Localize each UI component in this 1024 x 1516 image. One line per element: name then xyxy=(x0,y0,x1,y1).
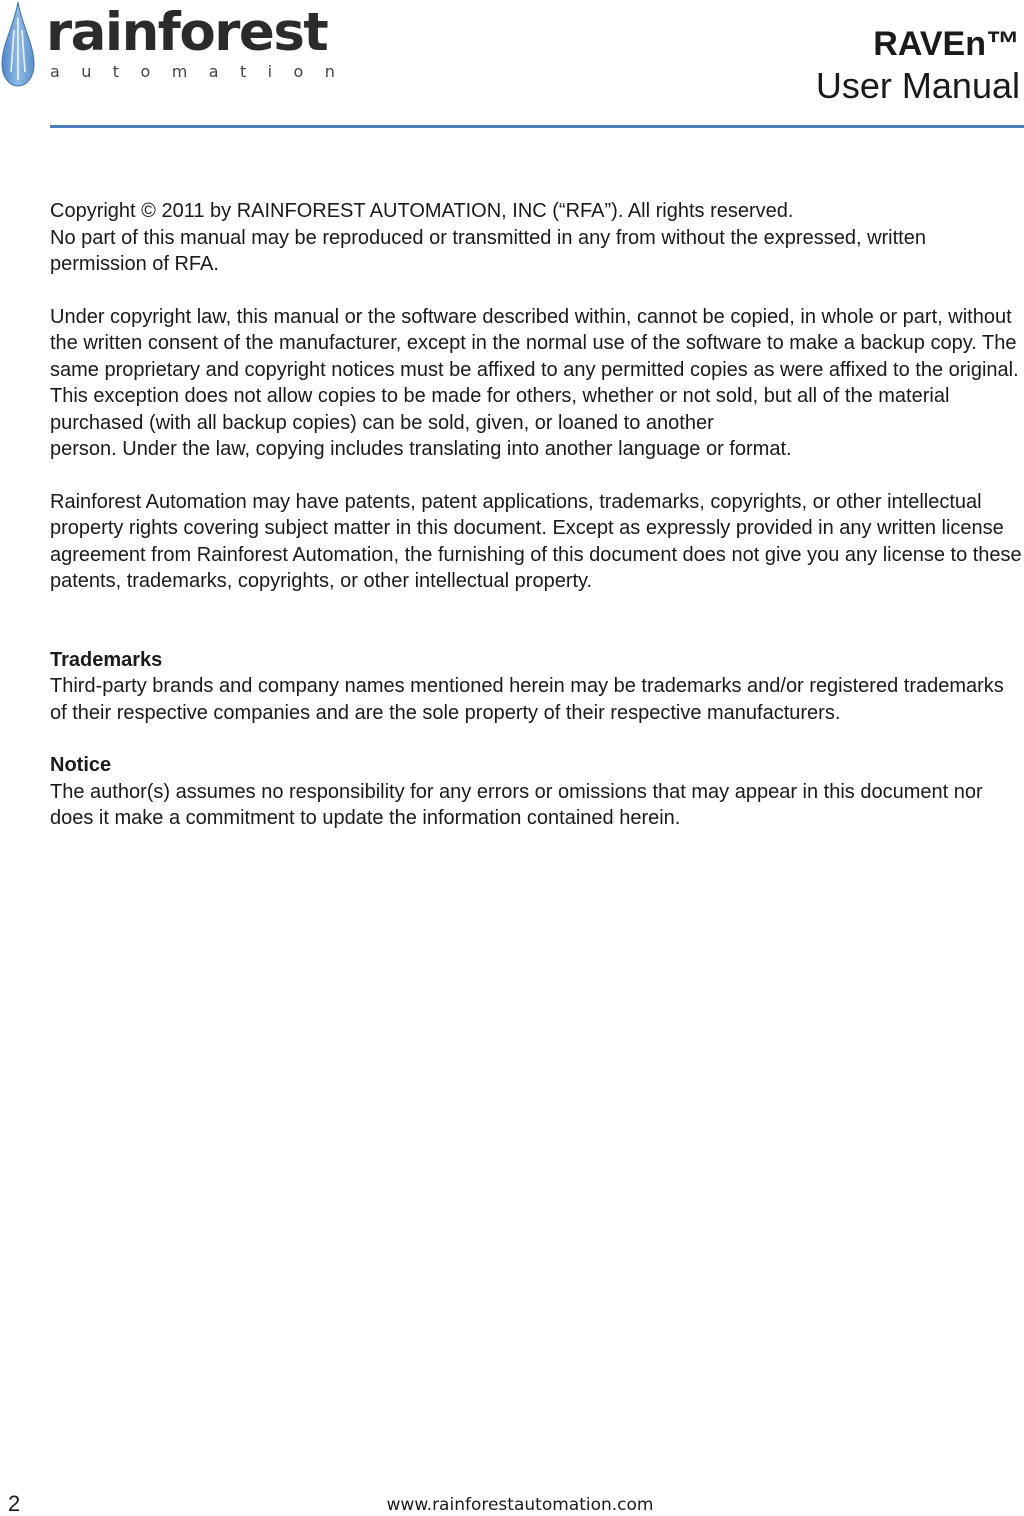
page-header xyxy=(0,0,1024,130)
logo-tagline-letter: t xyxy=(239,62,247,81)
trademarks-heading: Trademarks xyxy=(50,648,163,671)
logo-tagline-letter: o xyxy=(293,62,304,81)
copyright-statement: Copyright © 2011 by RAINFOREST AUTOMATION, INC (“RFA”). All rights reserved. xyxy=(50,200,794,222)
copyright-law-paragraph-end: person. Under the law, copying includes translating into another language or format. xyxy=(50,438,792,460)
document-body xyxy=(50,198,1024,832)
company-logo xyxy=(0,0,340,90)
logo-wordmark: rainforest xyxy=(46,2,328,63)
notice-paragraph: The author(s) assumes no responsibility for any errors or omissions that may appear in this document nor does it make a commitment to update the information contained herein. xyxy=(50,780,983,829)
copyright-law-paragraph: Under copyright law, this manual or the software described within, cannot be copied, in whole or part, without the written consent of the manufacturer, except in the normal use of the software to make a backup copy. The same proprietary and copyright notices must be affixed to any permitted copies as were affixed to the original. This exception does not allow copies to be made for others, whether or not sold, but all of the material purchased (with all backup copies) can be sold, given, or loaned to another xyxy=(50,305,1019,434)
logo-tagline-letter: u xyxy=(81,62,92,81)
patents-paragraph: Rainforest Automation may have patents, patent applications, trademarks, copyrights, or other intellectual property rights covering subject matter in this document. Except as expressly provided in any written license agreement from Rainforest Automation, the furnishing of this document does not give you any license to these patents, trademarks, copyrights, or other intellectual property. xyxy=(50,490,1022,592)
document-type: User Manual xyxy=(815,65,1020,106)
logo-tagline-letter: i xyxy=(267,62,273,81)
raindrop-icon xyxy=(0,0,36,88)
logo-tagline-letter: n xyxy=(324,62,335,81)
logo-tagline-letter: m xyxy=(171,62,188,81)
logo-tagline xyxy=(50,62,335,82)
notice-heading: Notice xyxy=(50,754,112,776)
footer-website-url: www.rainforestautomation.com xyxy=(386,1495,654,1515)
page-number: 2 xyxy=(8,1491,21,1516)
product-title: RAVEn™ xyxy=(873,25,1020,63)
logo-tagline-letter: a xyxy=(50,62,60,81)
logo-tagline-letter: a xyxy=(208,62,219,81)
trademarks-paragraph: Third-party brands and company names mentioned herein may be trademarks and/or registered trademarks of their respective companies and are the sole property of their respective manufacturers. xyxy=(50,675,1004,724)
reproduction-notice: No part of this manual may be reproduced or transmitted in any from without the expressed, written permission of RFA. xyxy=(50,226,926,275)
logo-tagline-letter: t xyxy=(112,62,120,81)
logo-tagline-letter: o xyxy=(140,62,151,81)
header-divider xyxy=(50,125,1024,128)
